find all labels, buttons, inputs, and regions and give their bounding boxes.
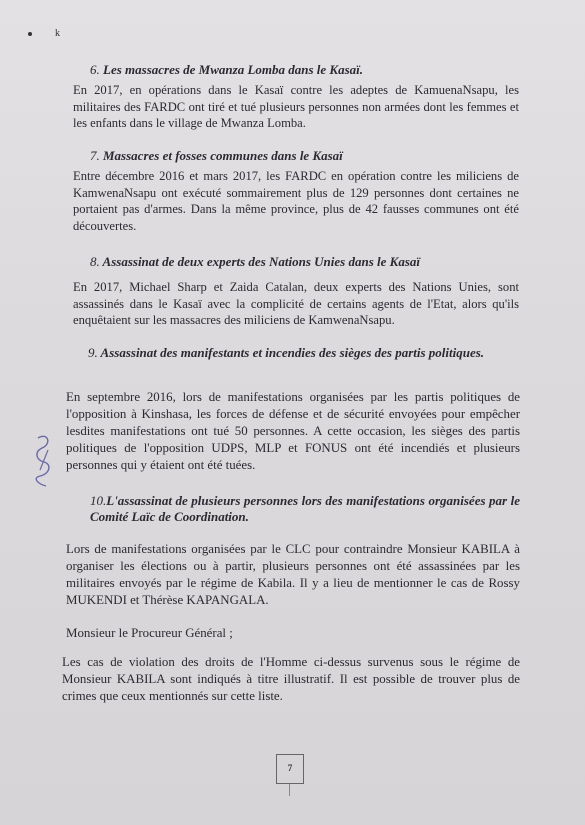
section-7-number: 7. (90, 148, 100, 163)
section-9-heading (88, 345, 518, 361)
section-9-body: En septembre 2016, lors de manifestations organisées par les partis politiques de l'opposition à Kinshasa, les forces de défense et de sécurité envoyées pour empêcher lesdites manifestations ont tué 50 personnes. A cette occasion, les sièges des partis politiques de l'opposition UDPS, MLP et FONUS ont été incendiés et plusieurs personnes qui y étaient ont été tuées. (66, 390, 520, 472)
section-10-body: Lors de manifestations organisées par le CLC pour contraindre Monsieur KABILA à organiser les élections ou à partir, plusieurs personnes ont été assassinées par les militaires envoyés par le régime de Kabila. Il y a lieu de mentionner le cas de Rossy MUKENDI et Thérèse KAPANGALA. (66, 542, 520, 607)
section-6-heading (90, 62, 363, 78)
section-8-heading (90, 254, 420, 270)
page-number-box (276, 754, 304, 784)
page-number: 7 (287, 763, 293, 773)
section-7-heading (90, 148, 343, 164)
section-7-title: Massacres et fosses communes dans le Kasaï (103, 148, 343, 163)
section-10-number: 10. (90, 493, 107, 508)
section-10-title: L'assassinat de plusieurs personnes lors des manifestations organisées par le Comité Laïc de Coordination. (90, 493, 520, 524)
section-9-number: 9. (88, 345, 98, 360)
section-6-number: 6. (90, 62, 100, 77)
section-8-number: 8. (90, 254, 100, 269)
section-9-title: Assassinat des manifestants et incendies des sièges des partis politiques. (100, 345, 485, 360)
section-6-body: En 2017, en opérations dans le Kasaï contre les adeptes de KamuenaNsapu, les militaires des FARDC ont tiré et tué plusieurs personnes non armées dont les femmes et les enfants dans le village de Mwanza Lomba. (73, 83, 519, 130)
corner-tick: k (55, 28, 60, 39)
section-7-body: Entre décembre 2016 et mars 2017, les FARDC en opération contre les miliciens de KamwenaNsapu ont exécuté sommairement plus de 129 personnes dont certaines ne portaient pas d'armes. Dans la même province, plus de 42 fausses communes ont été découvertes. (73, 169, 519, 233)
section-10-heading (90, 493, 520, 525)
margin-signature (28, 430, 58, 490)
section-8-title: Assassinat de deux experts des Nations Unies dans le Kasaï (102, 254, 420, 269)
page-number-stem (289, 784, 290, 796)
section-6-title: Les massacres de Mwanza Lomba dans le Kasaï. (103, 62, 364, 77)
corner-dot (28, 32, 32, 36)
closing-paragraph: Les cas de violation des droits de l'Homme ci-dessus survenus sous le régime de Monsieur KABILA sont indiqués à titre illustratif. Il est possible de trouver plus de crimes que ceux mentionnés sur cette liste. (62, 655, 520, 703)
section-8-body: En 2017, Michael Sharp et Zaida Catalan, deux experts des Nations Unies, sont assassinés dans le Kasaï avec la complicité de certains agents de l'Etat, alors qu'ils enquêtaient sur les massacres des miliciens de KamwenaNsapu. (73, 280, 519, 327)
salutation: Monsieur le Procureur Général ; (66, 626, 233, 640)
